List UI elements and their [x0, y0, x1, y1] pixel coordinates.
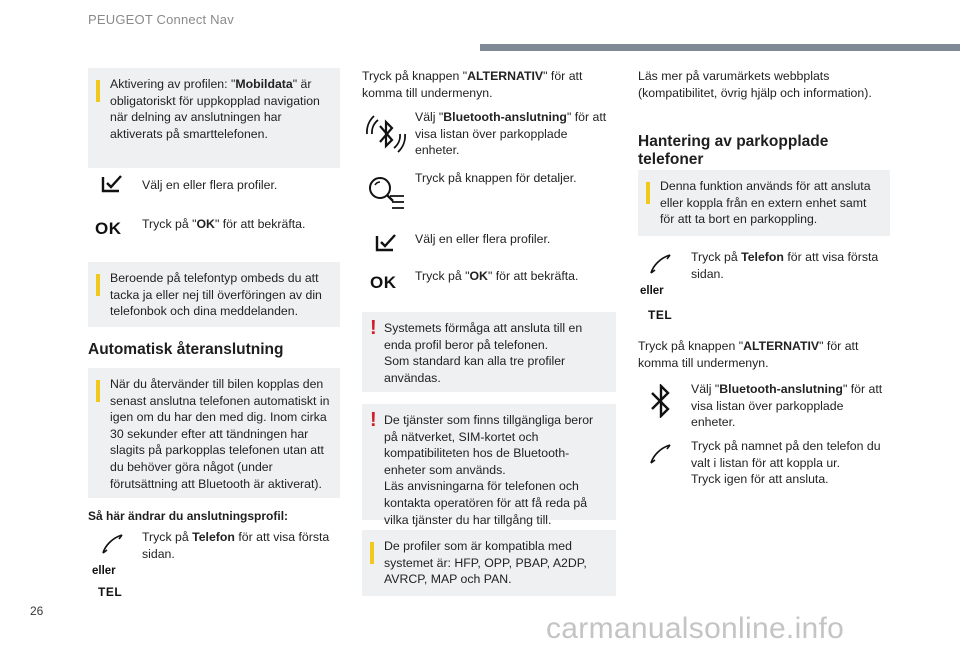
info-note-mobile-data — [88, 68, 340, 168]
section-heading-auto-reconnect: Automatisk återanslutning — [88, 341, 284, 358]
tel-button-label: TEL — [648, 308, 673, 322]
info-mark — [96, 380, 100, 402]
watermark: carmanualsonline.info — [546, 612, 845, 645]
step-press-telefon-2: Tryck på Telefon för att visa första sidan. — [691, 250, 879, 281]
info-note-auto-reconnect — [88, 368, 340, 498]
warning-icon: ! — [370, 409, 377, 431]
step-press-phone-name: Tryck på namnet på den telefon du valt i listan för att koppla ur. Tryck igen för att ansluta. — [691, 439, 881, 487]
or-label: eller — [640, 285, 664, 297]
warning-note-text: Systemets förmåga att ansluta till en enda profil beror på telefonen. Som standard kan alla tre profiler användas. — [384, 321, 583, 385]
warning-note-single-profile — [362, 312, 616, 392]
tel-button-label: TEL — [98, 585, 123, 599]
checkbox-check-icon — [101, 175, 123, 193]
info-note-text: Aktivering av profilen: "Mobildata" är obligatoriskt för uppkopplad navigation när delning av anslutningen har aktiverats på smarttelefonen. — [110, 77, 320, 141]
info-mark — [96, 80, 100, 102]
info-note-manage-paired — [638, 170, 890, 236]
step-confirm-ok-2: Tryck på "OK" för att bekräfta. — [415, 269, 579, 283]
ok-icon: OK — [370, 273, 397, 292]
header-bar — [480, 44, 960, 51]
details-list-icon — [366, 174, 406, 214]
info-mark — [646, 182, 650, 204]
info-note-text: Beroende på telefontyp ombeds du att tacka ja eller nej till överföringen av din telefonbok och dina meddelanden. — [110, 271, 322, 319]
subheading-change-profile: Så här ändrar du anslutningsprofil: — [88, 509, 289, 523]
info-note-compatible-profiles — [362, 530, 616, 596]
phone-handset-icon — [100, 532, 126, 556]
step-press-telefon: Tryck på Telefon för att visa första sidan. — [142, 530, 330, 561]
phone-handset-icon — [648, 442, 674, 466]
phone-handset-icon — [648, 252, 674, 276]
page-number: 26 — [30, 604, 44, 618]
intro-brand-website: Läs mer på varumärkets webbplats (kompatibilitet, övrig hjälp och information). — [638, 69, 872, 100]
info-mark — [96, 274, 100, 296]
step-bluetooth-connection: Välj "Bluetooth-anslutning" för att visa listan över parkopplade enheter. — [415, 110, 607, 158]
bluetooth-signal-icon — [364, 112, 408, 156]
info-mark — [370, 542, 374, 564]
warning-note-services — [362, 404, 616, 527]
intro-press-alternativ-2: Tryck på knappen "ALTERNATIV" för att komma till undermenyn. — [638, 339, 859, 370]
checkbox-check-icon — [375, 234, 397, 252]
info-note-text: De profiler som är kompatibla med systemet är: HFP, OPP, PBAP, A2DP, AVRCP, MAP och PAN. — [384, 539, 587, 587]
header-title: PEUGEOT Connect Nav — [88, 12, 234, 27]
step-select-profiles-2: Välj en eller flera profiler. — [415, 232, 551, 246]
ok-icon: OK — [95, 219, 122, 238]
bluetooth-icon — [648, 384, 674, 418]
warning-icon: ! — [370, 317, 377, 339]
info-note-text: Denna funktion används för att ansluta eller koppla från en extern enhet samt för att ta bort en parkoppling. — [660, 179, 871, 227]
or-label: eller — [92, 565, 116, 577]
info-note-text: När du återvänder till bilen kopplas den senast anslutna telefonen automatiskt in igen om du har den med dig. Inom cirka 30 sekunder efter att tändningen har slagits på parkopplas telefonen utan att du behöver göra något (under förutsättning att Bluetooth är aktiverat). — [110, 377, 330, 491]
step-select-profiles: Välj en eller flera profiler. — [142, 178, 278, 192]
section-heading-manage-paired: Hantering av parkopplade telefoner — [638, 133, 829, 168]
warning-note-text: De tjänster som finns tillgängliga beror på nätverket, SIM-kortet och kompatibiliteten hos de Bluetooth-enheter som används. Läs anvisningarna för telefonen och kontakta operatören för att få reda på vilka tjänster du har tillgång till. — [384, 413, 594, 527]
step-bluetooth-connection-2: Välj "Bluetooth-anslutning" för att visa listan över parkopplade enheter. — [691, 382, 883, 430]
intro-press-alternativ: Tryck på knappen "ALTERNATIV" för att komma till undermenyn. — [362, 69, 583, 100]
step-confirm-ok: Tryck på "OK" för att bekräfta. — [142, 217, 306, 231]
info-note-phonebook — [88, 262, 340, 327]
step-press-details: Tryck på knappen för detaljer. — [415, 171, 577, 185]
